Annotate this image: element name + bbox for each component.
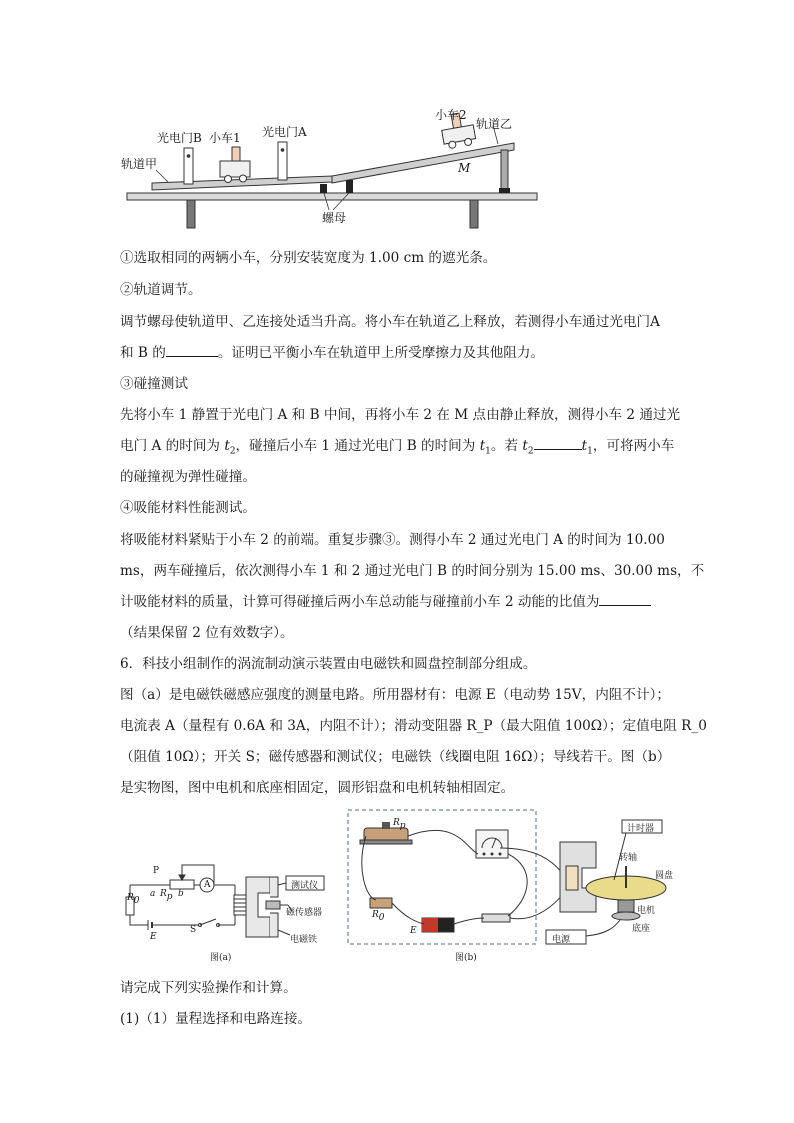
label-track-yi: 轨道乙: [476, 117, 513, 131]
bench-top: [127, 193, 537, 200]
rheostat-rp: [170, 880, 194, 889]
track-yi: [332, 143, 514, 183]
photogate-a: [278, 142, 287, 180]
label-s-a: S: [190, 925, 197, 935]
label-magnet: 电磁铁: [290, 935, 318, 945]
label-base: 底座: [632, 924, 651, 934]
label-sensor: 磁传感器: [286, 908, 323, 918]
label-motor: 电机: [637, 906, 656, 916]
caption-b: 图(b): [455, 953, 477, 963]
subquestion-1: (1)（1）量程选择和电路连接。: [120, 1011, 312, 1027]
step-3-title: ③碰撞测试: [120, 376, 188, 392]
bench-leg-left: [187, 200, 195, 228]
support-right: [501, 150, 508, 193]
label-r0-a: $R_0$: [127, 893, 140, 906]
step-4-line4: （结果保留 2 位有效数字）。: [120, 625, 294, 641]
resistor-b: [370, 898, 392, 908]
label-b-a: b: [178, 889, 184, 899]
label-e-b: E: [410, 926, 417, 936]
answer-blank-3[interactable]: [599, 593, 651, 606]
label-tester: 测试仪: [291, 881, 319, 891]
step-4-title: ④吸能材料性能测试。: [120, 500, 256, 516]
switch-b: [482, 914, 510, 922]
q6-line3: 电流表 A（量程有 0.6A 和 3A，内阻不计）；滑动变阻器 R_P（最大阻值 100Ω）；定值电阻 R_0: [120, 718, 707, 734]
label-shaft: 转轴: [619, 853, 638, 863]
q6-line2: 图（a）是电磁铁磁感应强度的测量电路。所用器材有：电源 E（电动势 15V，内阻不计）；: [120, 687, 670, 703]
label-cart2: 小车2: [435, 108, 467, 122]
label-p-a: P: [153, 866, 160, 876]
label-a-a: a: [150, 889, 156, 899]
instruction-line: 请完成下列实验操作和计算。: [120, 980, 297, 996]
step-3-line1: 先将小车 1 静置于光电门 A 和 B 中间，再将小车 2 在 M 点由静止释放，测得小车 2 通过光: [120, 407, 681, 423]
step-4-line3: 计吸能材料的质量，计算可得碰撞后两小车总动能与碰撞前小车 2 动能的比值为: [120, 593, 651, 611]
label-power: 电源: [552, 935, 571, 945]
answer-blank-2[interactable]: [534, 437, 582, 450]
label-point-m: M: [458, 161, 471, 175]
label-gate-a: 光电门A: [262, 125, 307, 139]
label-gate-b: 光电门B: [157, 131, 202, 145]
step-2-line1: 调节螺母使轨道甲、乙连接处适当升高。将小车在轨道乙上释放，若测得小车通过光电门A: [120, 314, 660, 330]
label-ammeter-a: A: [204, 880, 211, 890]
step-3-line2: 电门 A 的时间为 $t_2$，碰撞后小车 1 通过光电门 B 的时间为 $t_1$。若 $t_2$ $t_1$，可将两小车: [120, 438, 675, 457]
step-2-line2: 和 B 的 。证明已平衡小车在轨道甲上所受摩擦力及其他阻力。: [120, 345, 545, 361]
step-4-line2: ms，两车碰撞后，依次测得小车 1 和 2 通过光电门 B 的时间分别为 15.00 ms、30.00 ms，不: [120, 563, 705, 579]
q6-line5: 是实物图，图中电机和底座相固定，圆形铝盘和电机转轴相固定。: [120, 780, 515, 796]
step-1: ①选取相同的两辆小车，分别安装宽度为 1.00 cm 的遮光条。: [120, 250, 497, 266]
q6-line4: （阻值 10Ω）；开关 S；磁传感器和测试仪；电磁铁（线圈电阻 16Ω）；导线若干。图（b）: [120, 749, 671, 765]
nut-right: [346, 180, 353, 193]
label-cart1: 小车1: [209, 131, 241, 145]
magnetic-sensor: [266, 901, 280, 909]
cart1-flag: [232, 147, 240, 161]
answer-blank-1[interactable]: [166, 344, 218, 357]
photogate-b: [184, 148, 193, 184]
label-r0-b: $R_0$: [372, 910, 385, 923]
q6-line1: 6．科技小组制作的涡流制动演示装置由电磁铁和圆盘控制部分组成。: [120, 656, 537, 672]
motor: [618, 900, 634, 912]
label-timer: 计时器: [627, 824, 655, 834]
bench-leg-right: [470, 200, 478, 228]
label-nut: 螺母: [322, 211, 347, 225]
cart1-body: [220, 161, 250, 177]
label-e-a: E: [150, 932, 157, 942]
label-rp-b: $R_p$: [393, 818, 406, 831]
label-disc: 圆盘: [655, 871, 674, 881]
label-rp-a: $R_p$: [160, 889, 173, 902]
step-4-line1: 将吸能材料紧贴于小车 2 的前端。重复步骤③。测得小车 2 通过光电门 A 的时间为 10.00: [120, 532, 665, 548]
caption-a: 图(a): [210, 953, 232, 963]
step-3-line3: 的碰撞视为弹性碰撞。: [120, 469, 256, 485]
nut-left: [320, 184, 327, 193]
step-2-title: ②轨道调节。: [120, 282, 202, 298]
base: [612, 912, 640, 920]
label-track-jia: 轨道甲: [121, 157, 158, 171]
